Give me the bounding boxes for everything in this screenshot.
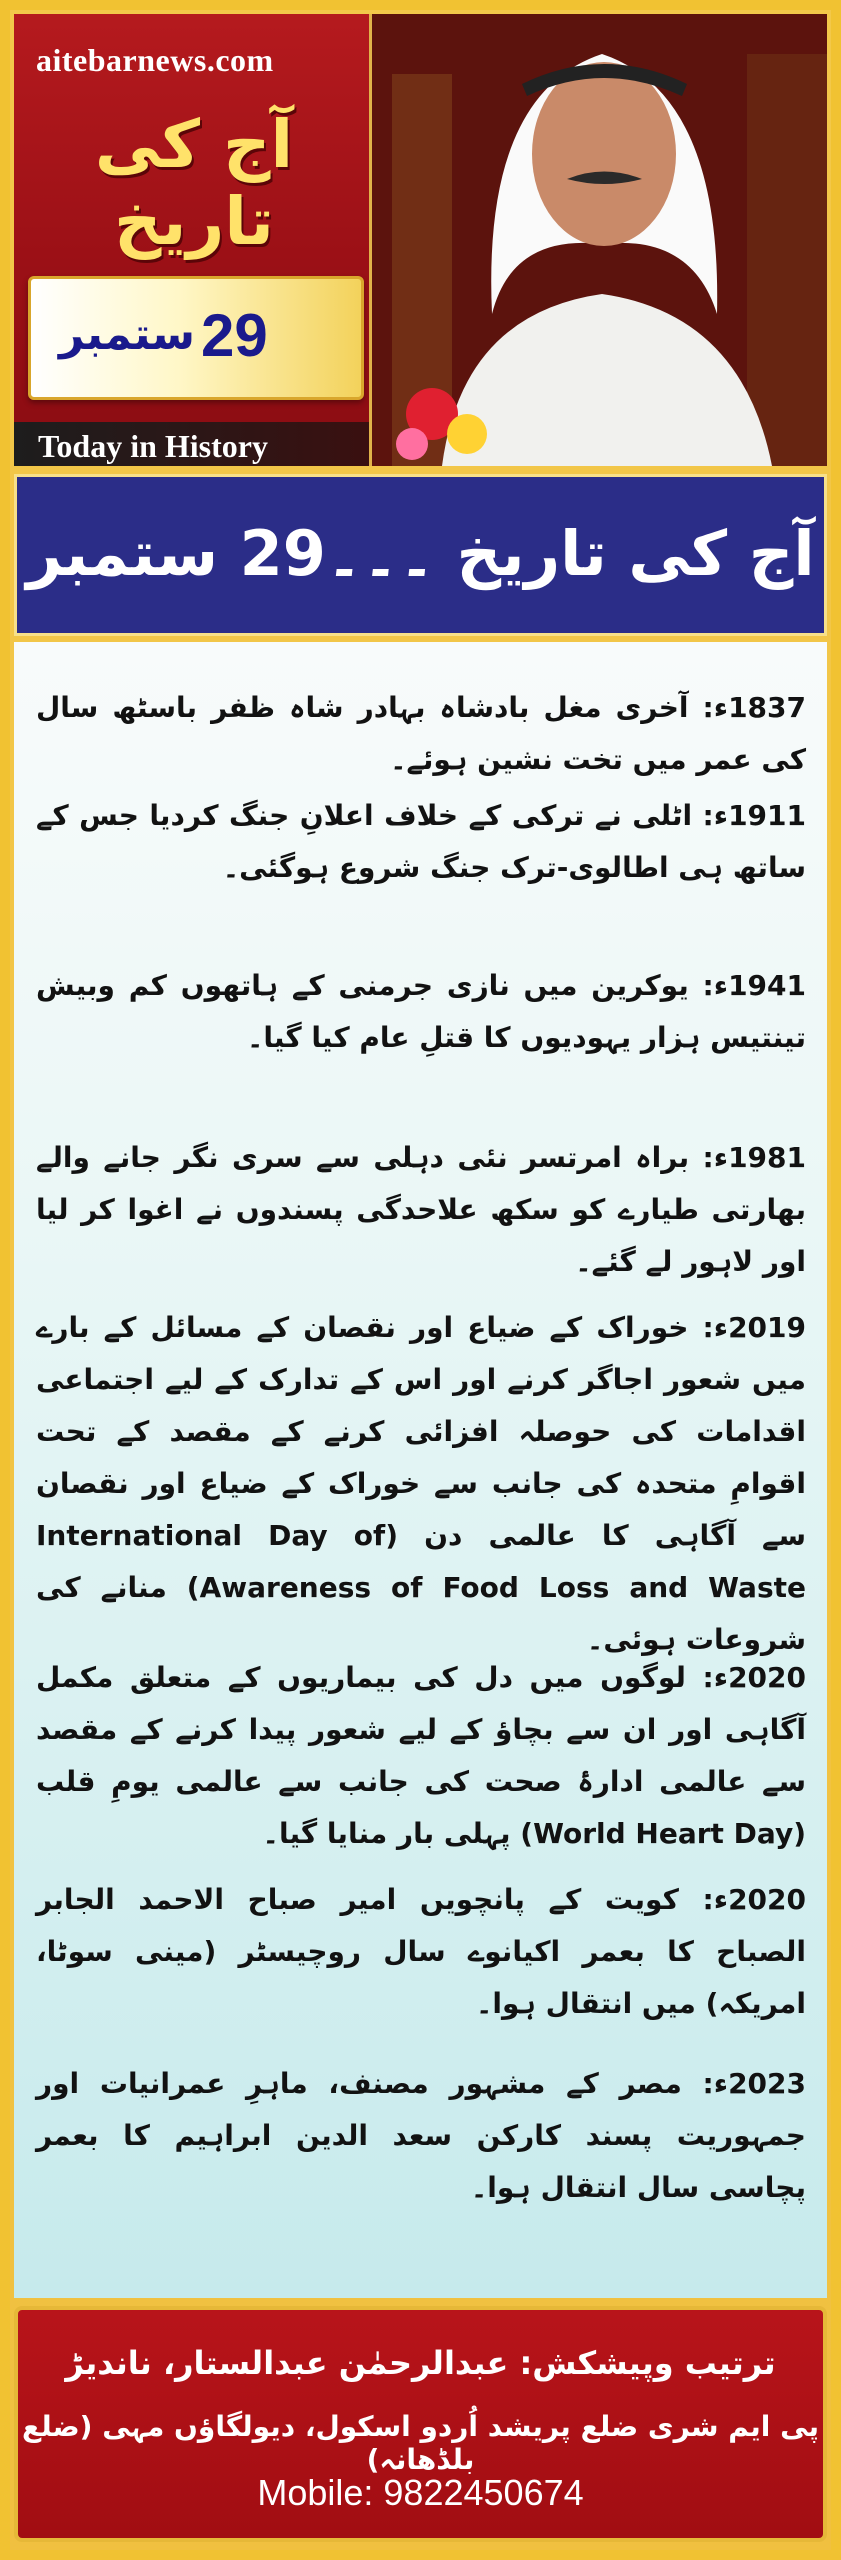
- event-entry-2019: [36, 1302, 806, 1666]
- page-title: آج کی تاریخ ۔۔۔29 ستمبر: [26, 517, 815, 590]
- event-entry-1981: [36, 1132, 806, 1288]
- title-bar: [14, 474, 827, 636]
- header-urdu-title: آج کی تاریخ: [94, 106, 294, 260]
- today-in-history-label: Today in History: [38, 428, 268, 464]
- event-text: 1941ء: یوکرین میں نازی جرمنی کے ہاتھوں کم وبیش تینتیس ہزار یہودیوں کا قتلِ عام کیا گیا۔: [36, 969, 806, 1054]
- event-entry-1941: [36, 960, 806, 1064]
- site-url: aitebarnews.com: [36, 42, 274, 78]
- portrait-illustration: [372, 14, 827, 466]
- event-entry-1837: [36, 682, 806, 786]
- event-text: 1911ء: اٹلی نے ترکی کے خلاف اعلانِ جنگ کردیا جس کے ساتھ ہی اطالوی-ترک جنگ شروع ہوگئی۔: [36, 799, 806, 884]
- date-month: ستمبر: [59, 309, 196, 360]
- portrait-photo: [372, 14, 827, 466]
- event-entry-1911: [36, 790, 806, 894]
- event-entry-2023: [36, 2058, 806, 2214]
- event-text: 2023ء: مصر کے مشہور مصنف، ماہرِ عمرانیات اور جمہوریت پسند کارکن سعد الدین ابراہیم کا بعمر پچاسی سال انتقال ہوا۔: [36, 2067, 806, 2204]
- events-content: [14, 642, 827, 2298]
- event-text: 1981ء: براہ امرتسر نئی دہلی سے سری نگر جانے والے بھارتی طیارے کو سکھ علاحدگی پسندوں نے اغوا کر لیا اور لاہور لے گئے۔: [36, 1141, 806, 1278]
- event-text: 2020ء: لوگوں میں دل کی بیماریوں کے متعلق مکمل آگاہی اور ان سے بچاؤ کے لیے شعور پیدا کرنے کے مقصد سے عالمی ادارۂ صحت کی جانب سے عالمی یومِ قلب (World Heart Day) پہلی بار منایا گیا۔: [36, 1661, 806, 1850]
- date-ribbon: [28, 276, 364, 400]
- date-day: 29: [201, 302, 268, 369]
- footer-school: پی ایم شری ضلع پریشد اُردو اسکول، دیولگاؤں مہی (ضلع بلڈھانہ): [22, 2410, 819, 2476]
- header-banner: [14, 14, 372, 466]
- event-entry-2020-heart: [36, 1652, 806, 1860]
- header: [14, 14, 827, 466]
- event-entry-2020-kuwait: [36, 1874, 806, 2030]
- event-text: 2020ء: کویت کے پانچویں امیر صباح الاحمد الجابر الصباح کا بعمر اکیانوے سال روچیسٹر (مینی سوٹا، امریکہ) میں انتقال ہوا۔: [36, 1883, 806, 2020]
- footer-credit: ترتیب وپیشکش: عبدالرحمٰن عبدالستار، ناندیڑ: [65, 2344, 776, 2382]
- event-text: 2019ء: خوراک کے ضیاع اور نقصان کے مسائل کے بارے میں شعور اجاگر کرنے اور اس کے تدارک کے لیے اجتماعی اقدامات کی حوصلہ افزائی کرنے کے مقصد کے تحت اقوامِ متحدہ کی جانب سے خوراک کے ضیاع اور نقصان سے آگاہی کا عالمی دن (International Day of Awareness of Food Loss and Waste) منانے کی شروعات ہوئی۔: [36, 1311, 806, 1656]
- footer-mobile: Mobile: 9822450674: [257, 2472, 584, 2513]
- footer: [14, 2306, 827, 2542]
- event-text: 1837ء: آخری مغل بادشاہ بہادر شاہ ظفر باسٹھ سال کی عمر میں تخت نشین ہوئے۔: [36, 691, 806, 776]
